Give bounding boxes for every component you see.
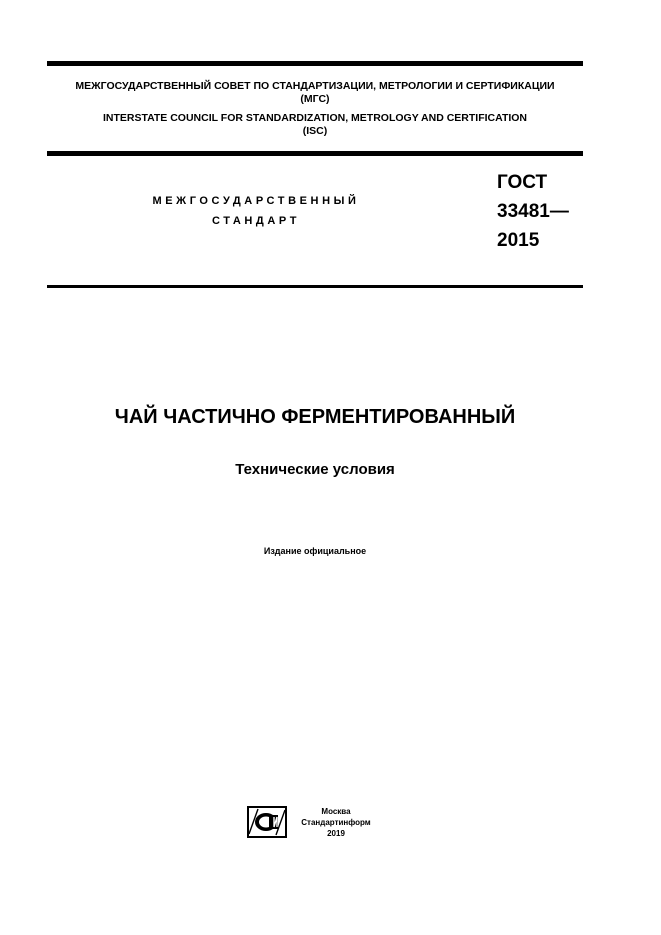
edition-note: Издание официальное [263,546,367,556]
document-subtitle: Технические условия [235,461,395,478]
council-en-line1: INTERSTATE COUNCIL FOR STANDARDIZATION, METROLOGY AND CERTIFICATION [102,112,528,124]
publisher-city: Москва [321,807,351,816]
standard-kind [110,191,402,231]
standard-kind-line2: СТАНДАРТ [211,215,301,227]
council-en-line2: (ISC) [302,125,328,137]
gost-label: ГОСТ [497,172,548,193]
standard-kind-line1: МЕЖГОСУДАРСТВЕННЫЙ [152,195,360,207]
publisher-year: 2019 [327,829,345,838]
gost-designation [497,168,569,255]
council-name-en [47,112,583,138]
bottom-rule [47,285,583,288]
council-name-ru [47,80,583,106]
top-rule [47,61,583,66]
publisher-name: Стандартинформ [301,818,371,827]
gost-number: 33481— [497,201,569,222]
publisher-imprint [294,806,378,839]
council-ru-line2: (МГС) [300,93,330,105]
standartinform-logo-icon [247,806,287,838]
council-ru-line1: МЕЖГОСУДАРСТВЕННЫЙ СОВЕТ ПО СТАНДАРТИЗАЦИИ, МЕТРОЛОГИИ И СЕРТИФИКАЦИИ [75,80,555,92]
document-title: ЧАЙ ЧАСТИЧНО ФЕРМЕНТИРОВАННЫЙ [114,406,516,428]
middle-rule [47,151,583,156]
gost-year: 2015 [497,230,540,251]
